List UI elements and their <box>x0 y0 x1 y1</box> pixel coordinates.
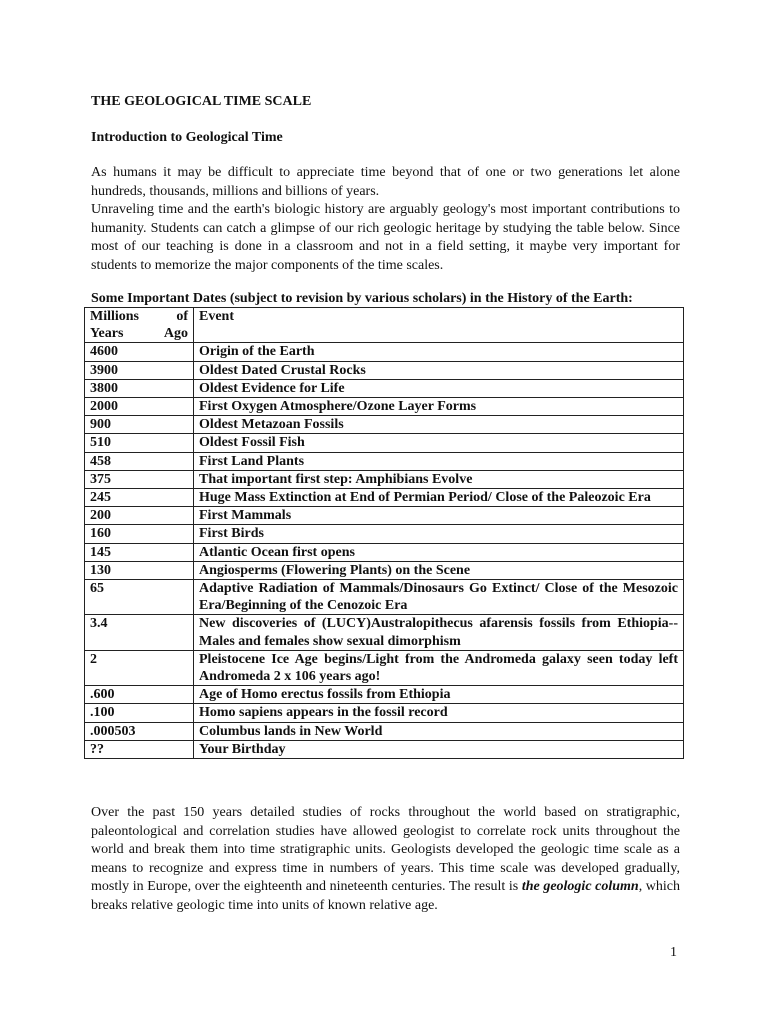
cell-event: Oldest Dated Crustal Rocks <box>194 361 684 379</box>
cell-event: First Birds <box>194 525 684 543</box>
table-row <box>85 525 684 543</box>
table-row <box>85 398 684 416</box>
cell-event: That important first step: Amphibians Evolve <box>194 470 684 488</box>
document-title: THE GEOLOGICAL TIME SCALE <box>91 94 312 109</box>
cell-event: Your Birthday <box>194 740 684 758</box>
table-row <box>85 615 684 650</box>
cell-years-ago: 510 <box>85 434 194 452</box>
important-dates-table <box>84 307 684 759</box>
cell-years-ago: 160 <box>85 525 194 543</box>
cell-event: Angiosperms (Flowering Plants) on the Scene <box>194 561 684 579</box>
cell-event: New discoveries of (LUCY)Australopithecus afarensis fossils from Ethiopia--Males and females show sexual dimorphism <box>194 615 684 650</box>
intro-paragraph: As humans it may be difficult to appreciate time beyond that of one or two generations let alone hundreds, thousands, millions and billions of years. <box>91 165 680 199</box>
table-row <box>85 452 684 470</box>
cell-event: Oldest Fossil Fish <box>194 434 684 452</box>
header-cell-years <box>85 308 194 343</box>
cell-years-ago: 3.4 <box>85 615 194 650</box>
outro-paragraph <box>91 804 680 915</box>
table-row <box>85 361 684 379</box>
cell-years-ago: 130 <box>85 561 194 579</box>
cell-years-ago: 245 <box>85 489 194 507</box>
cell-years-ago: 3800 <box>85 379 194 397</box>
cell-event: Age of Homo erectus fossils from Ethiopia <box>194 686 684 704</box>
cell-years-ago: 2000 <box>85 398 194 416</box>
table-row <box>85 740 684 758</box>
table-row <box>85 686 684 704</box>
table-row <box>85 379 684 397</box>
cell-years-ago: 65 <box>85 580 194 615</box>
table-row <box>85 704 684 722</box>
cell-years-ago: 3900 <box>85 361 194 379</box>
cell-event: Origin of the Earth <box>194 343 684 361</box>
cell-years-ago: 2 <box>85 650 194 685</box>
cell-years-ago: 900 <box>85 416 194 434</box>
table-row <box>85 507 684 525</box>
cell-event: First Land Plants <box>194 452 684 470</box>
header-cell-event: Event <box>194 308 684 343</box>
cell-event: Columbus lands in New World <box>194 722 684 740</box>
cell-event: Pleistocene Ice Age begins/Light from the Andromeda galaxy seen today left Andromeda 2 x 106 years ago! <box>194 650 684 685</box>
table-row <box>85 580 684 615</box>
intro-text <box>91 164 680 275</box>
header-label-years: Millions of Years Ago <box>90 309 188 342</box>
table-row <box>85 543 684 561</box>
cell-event: Oldest Evidence for Life <box>194 379 684 397</box>
table-row <box>85 343 684 361</box>
cell-event: First Oxygen Atmosphere/Ozone Layer Forms <box>194 398 684 416</box>
table-caption: Some Important Dates (subject to revision by various scholars) in the History of the Earth: <box>91 291 633 306</box>
table-row <box>85 561 684 579</box>
cell-years-ago: 458 <box>85 452 194 470</box>
cell-event: Oldest Metazoan Fossils <box>194 416 684 434</box>
page-number: 1 <box>670 945 677 960</box>
section-heading: Introduction to Geological Time <box>91 130 283 145</box>
cell-years-ago: ?? <box>85 740 194 758</box>
outro-text <box>91 804 680 915</box>
table-row <box>85 434 684 452</box>
table-row <box>85 470 684 488</box>
outro-emphasis: the geologic column <box>521 879 639 894</box>
cell-years-ago: 145 <box>85 543 194 561</box>
cell-event: First Mammals <box>194 507 684 525</box>
cell-years-ago: 200 <box>85 507 194 525</box>
table-row <box>85 416 684 434</box>
cell-years-ago: .600 <box>85 686 194 704</box>
table-row <box>85 722 684 740</box>
cell-event: Huge Mass Extinction at End of Permian Period/ Close of the Paleozoic Era <box>194 489 684 507</box>
cell-years-ago: .100 <box>85 704 194 722</box>
table-row <box>85 650 684 685</box>
cell-years-ago: 375 <box>85 470 194 488</box>
intro-paragraph: Unraveling time and the earth's biologic history are arguably geology's most important contributions to humanity. Students can catch a glimpse of our rich geologic heritage by studying the table below. Since most of our teaching is done in a classroom and not in a field setting, it maybe very important for students to memorize the major components of the time scales. <box>91 202 680 273</box>
table-row <box>85 489 684 507</box>
cell-event: Adaptive Radiation of Mammals/Dinosaurs Go Extinct/ Close of the Mesozoic Era/Beginning of the Cenozoic Era <box>194 580 684 615</box>
outro-text-after: , which breaks relative geologic time into units of known relative age. <box>91 879 681 913</box>
table-header-row <box>85 308 684 343</box>
cell-years-ago: 4600 <box>85 343 194 361</box>
cell-event: Homo sapiens appears in the fossil record <box>194 704 684 722</box>
cell-years-ago: .000503 <box>85 722 194 740</box>
table-body <box>85 343 684 759</box>
cell-event: Atlantic Ocean first opens <box>194 543 684 561</box>
outro-text-before: Over the past 150 years detailed studies of rocks throughout the world based on stratigraphic, paleontological and correlation studies have allowed geologist to correlate rock units throughout the world and break them into time stratigraphic units. Geologists developed the geologic time scale as a means to recognize and express time in numbers of years. This time scale was developed gradually, mostly in Europe, over the eighteenth and nineteenth centuries. The result is <box>91 805 680 894</box>
